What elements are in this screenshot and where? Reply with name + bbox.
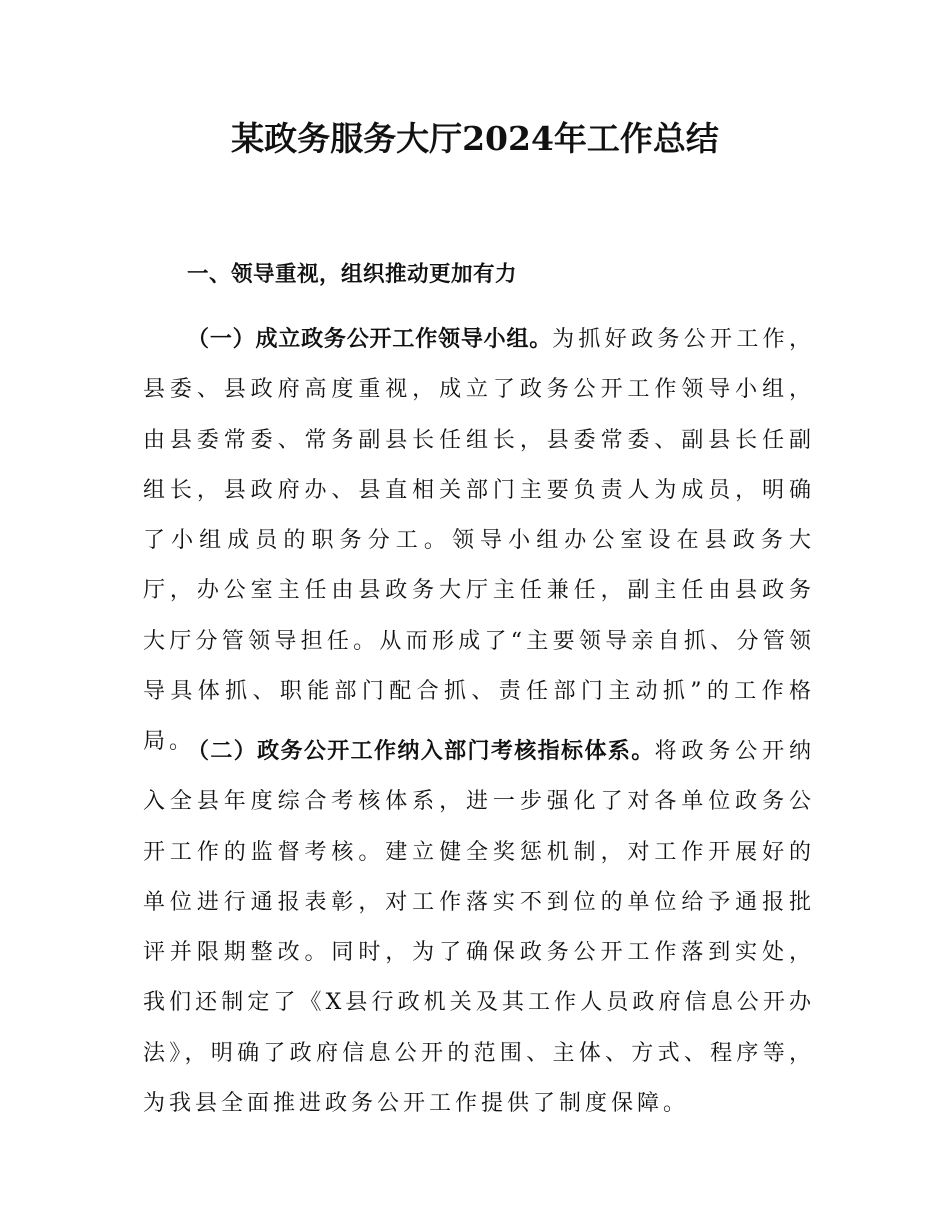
- paragraph-2-lead: （二）政务公开工作纳入部门考核指标体系。: [187, 739, 655, 764]
- paragraph-2: [143, 727, 815, 1129]
- section-heading: 一、领导重视，组织推动更加有力: [187, 262, 518, 287]
- paragraph-2-body: 将政务公开纳入全县年度综合考核体系，进一步强化了对各单位政务公开工作的监督考核。建立健全奖惩机制，对工作开展好的单位进行通报表彰，对工作落实不到位的单位给予通报批评并限期整改。同时，为了确保政务公开工作落到实处，我们还制定了《X县行政机关及其工作人员政府信息公开办法》，明确了政府信息公开的范围、主体、方式、程序等，为我县全面推进政务公开工作提供了制度保障。: [143, 739, 815, 1117]
- document-title: 某政务服务大厅2024年工作总结: [231, 119, 719, 158]
- paragraph-1-lead: （一）成立政务公开工作领导小组。: [187, 327, 553, 352]
- paragraph-1: [143, 315, 815, 768]
- paragraph-1-body: 为抓好政务公开工作，县委、县政府高度重视，成立了政务公开工作领导小组，由县委常委、常务副县长任组长，县委常委、副县长任副组长，县政府办、县直相关部门主要负责人为成员，明确了小组成员的职务分工。领导小组办公室设在县政务大厅，办公室主任由县政务大厅主任兼任，副主任由县政务大厅分管领导担任。从而形成了“主要领导亲自抓、分管领导具体抓、职能部门配合抓、责任部门主动抓”的工作格局。: [143, 327, 815, 755]
